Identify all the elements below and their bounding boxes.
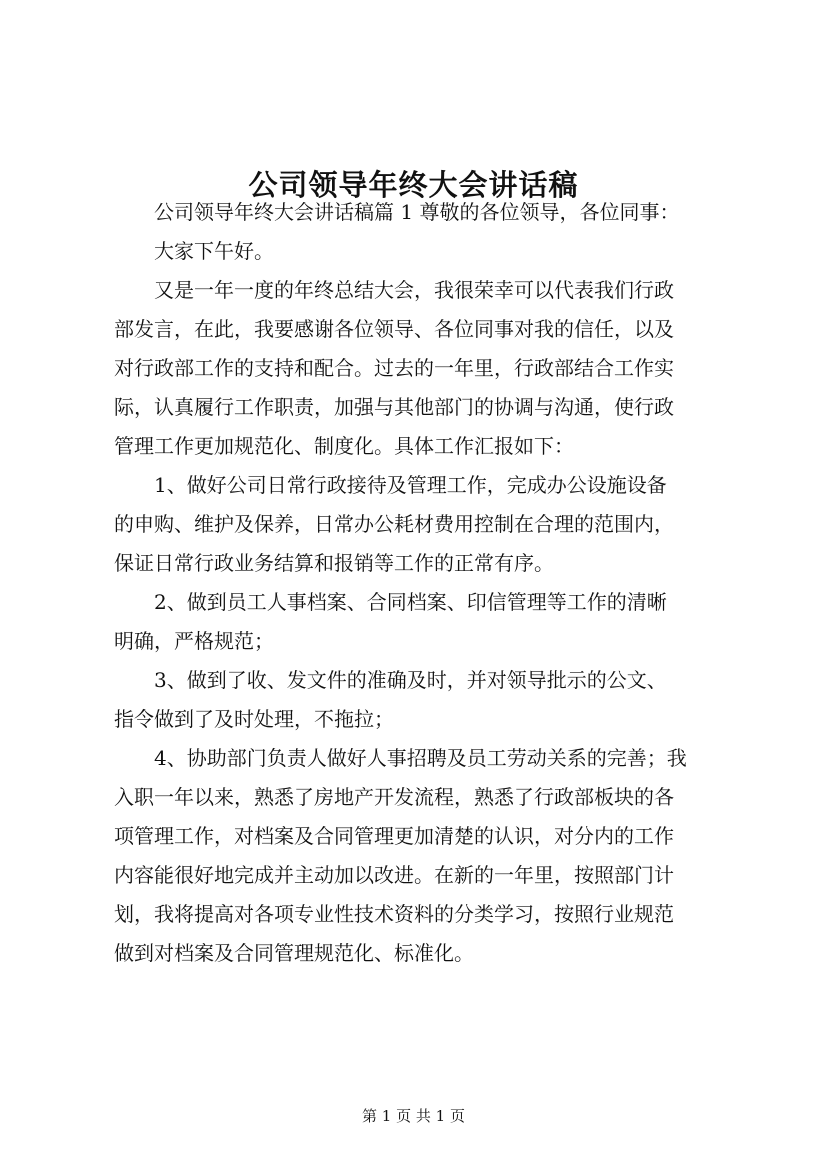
paragraph-line: 对行政部工作的支持和配合。过去的一年里，行政部结合工作实 [114, 356, 674, 380]
page-title: 公司领导年终大会讲话稿 [248, 168, 579, 203]
paragraph-line: 的申购、维护及保养，日常办公耗材费用控制在合理的范围内， [114, 512, 674, 536]
paragraph [114, 466, 716, 583]
paragraph [114, 193, 716, 232]
paragraph-line: 入职一年以来，熟悉了房地产开发流程，熟悉了行政部板块的各 [114, 785, 674, 809]
paragraph-line: 2、做到员工人事档案、合同档案、印信管理等工作的清晰 [154, 590, 667, 614]
paragraph-line: 管理工作更加规范化、制度化。具体工作汇报如下： [114, 434, 574, 458]
paragraph-line: 又是一年一度的年终总结大会，我很荣幸可以代表我们行政 [154, 278, 674, 302]
paragraph-line: 3、做到了收、发文件的准确及时，并对领导批示的公文、 [154, 668, 667, 692]
paragraph-line: 公司领导年终大会讲话稿篇 1 尊敬的各位领导，各位同事： [154, 200, 680, 224]
paragraph-line: 项管理工作，对档案及合同管理更加清楚的认识，对分内的工作 [114, 824, 674, 848]
paragraph-line: 1、做好公司日常行政接待及管理工作，完成办公设施设备 [154, 473, 667, 497]
paragraph-line: 内容能很好地完成并主动加以改进。在新的一年里，按照部门计 [114, 863, 674, 887]
paragraph-line: 4、协助部门负责人做好人事招聘及员工劳动关系的完善；我 [154, 746, 687, 770]
page-footer: 第 1 页 共 1 页 [362, 1107, 465, 1125]
document-body [114, 193, 716, 973]
paragraph-line: 保证日常行政业务结算和报销等工作的正常有序。 [114, 551, 554, 575]
paragraph-line: 划，我将提高对各项专业性技术资料的分类学习，按照行业规范 [114, 902, 674, 926]
paragraph [114, 271, 716, 466]
paragraph-line: 大家下午好。 [154, 239, 274, 263]
paragraph-line: 际，认真履行工作职责，加强与其他部门的协调与沟通，使行政 [114, 395, 674, 419]
paragraph-line: 部发言，在此，我要感谢各位领导、各位同事对我的信任，以及 [114, 317, 674, 341]
paragraph [114, 739, 716, 973]
paragraph [114, 583, 716, 661]
paragraph-line: 做到对档案及合同管理规范化、标准化。 [114, 941, 474, 965]
paragraph-line: 明确，严格规范； [114, 629, 274, 653]
paragraph [114, 661, 716, 739]
paragraph [114, 232, 716, 271]
paragraph-line: 指令做到了及时处理，不拖拉； [114, 707, 394, 731]
